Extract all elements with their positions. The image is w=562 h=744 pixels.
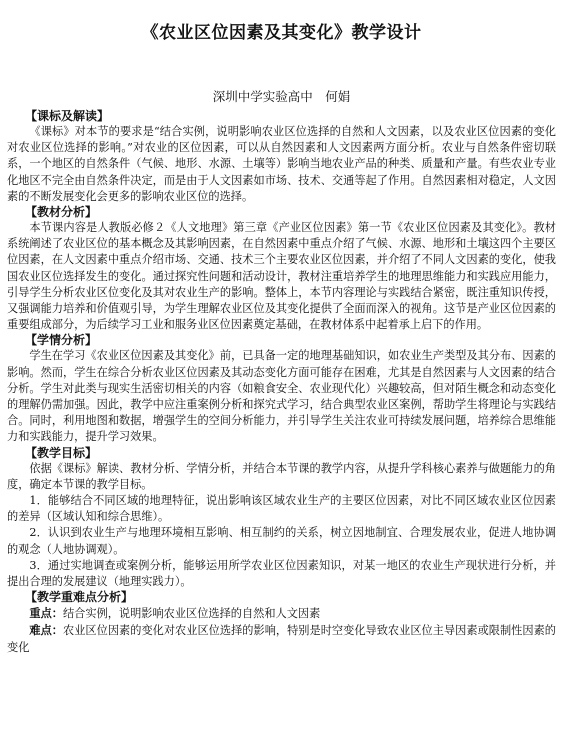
difficult-point-text: 农业区位因素的变化对农业区位选择的影响，特别是时空变化导致农业区位主导因素或限制性因素的变化 — [7, 624, 556, 654]
difficult-point-item — [7, 622, 556, 655]
section-heading: 【教材分析】 — [25, 205, 98, 220]
paragraph: 依据《课标》解读、教材分析、学情分析，并结合本节课的教学内容，从提升学科核心素养与做题能力的角度，确定本节课的教学目标。 — [7, 461, 556, 491]
paragraph: 学生在学习《农业区位因素及其变化》前，已具备一定的地理基础知识，如农业生产类型及其分布、因素的影响。然而，学生在综合分析农业区位因素及其动态变化方面可能存在困难，尤其是自然因素与人文因素的结合分析。学生对此类与现实生活密切相关的内容（如粮食安全、农业现代化）兴趣较高，但对陌生概念和动态变化的理解仍需加强。因此，教学中应注重案例分析和探究式学习，结合典型农业区案例，帮助学生将理论与实践结合。同时，利用地图和数据，增强学生的空间分析能力，并引导学生关注农业可持续发展问题，培养综合思维能力和实践能力，提升学习效果。 — [7, 349, 556, 444]
section-key-difficult-points — [7, 590, 556, 656]
goal-item: 2．认识到农业生产与地理环境相互影响、相互制约的关系，树立因地制宜、合理发展农业，促进人地协调的观念（人地协调观）。 — [7, 526, 556, 556]
section-textbook-analysis — [7, 205, 556, 333]
goal-item: 3．通过实地调查或案例分析，能够运用所学农业区位因素知识，对某一地区的农业生产现状进行分析，并提出合理的发展建议（地理实践力）。 — [7, 558, 556, 589]
section-heading: 【课标及解读】 — [25, 109, 110, 123]
key-point-item — [7, 605, 556, 622]
section-teaching-goals — [7, 446, 556, 591]
section-heading: 【学情分析】 — [25, 333, 98, 348]
section-curriculum — [7, 109, 556, 205]
key-point-label: 重点： — [29, 606, 63, 621]
key-point-text: 结合实例，说明影响农业区位选择的自然和人文因素 — [62, 607, 321, 621]
section-heading: 【教学重难点分析】 — [25, 590, 134, 605]
paragraph: 本节课内容是人教版必修２《人文地理》第三章《产业区位因素》第一节《农业区位因素及其变化》。教材系统阐述了农业区位的基本概念及其影响因素，在自然因素中重点介绍了气候、水源、地形和土壤这四个主要区位因素，在人文因素中重点介绍市场、交通、技术三个主要农业区位因素，并介绍了不同人文因素的变化，使我国农业区位选择发生的变化。通过探究性问题和活动设计，教材注重培养学生的地理思维能力和实践应用能力，引导学生分析农业区位变化及其对农业生产的影响。整体上，本节内容理论与实践结合紧密，既注重知识传授，又强调能力培养和价值观引导，为学生理解农业区位及其变化提供了全面而深入的视角。这节是产业区位因素的重要组成部分，为后续学习工业和服务业区位因素奠定基础，在教材体系中起着承上启下的作用。 — [7, 221, 556, 332]
section-student-analysis — [7, 333, 556, 445]
goal-item: 1．能够结合不同区域的地理特征，说出影响该区域农业生产的主要区位因素，对比不同区域农业区位因素的差异（区域认知和综合思维）。 — [7, 494, 556, 524]
document-title: 《农业区位因素及其变化》教学设计 — [141, 23, 422, 43]
author-line: 深圳中学实验高中 何娟 — [212, 89, 351, 104]
difficult-point-label: 难点： — [29, 623, 64, 638]
section-heading: 【教学目标】 — [25, 445, 98, 460]
paragraph: 《课标》对本节的要求是“结合实例，说明影响农业区位选择的自然和人文因素，以及农业区位因素的变化对农业区位选择的影响。”对农业的区位因素，可以从自然因素和人文因素两方面分析。农业与自然条件密切联系，一个地区的自然条件（气候、地形、水源、土壤等）影响当地农业产品的种类、质量和产量。有些农业专业化地区不完全由自然条件决定，而是由于人文因素如市场、技术、交通等起了作用。自然因素相对稳定，人文因素的不断发展变化会更多的影响农业区位的选择。 — [7, 125, 556, 203]
